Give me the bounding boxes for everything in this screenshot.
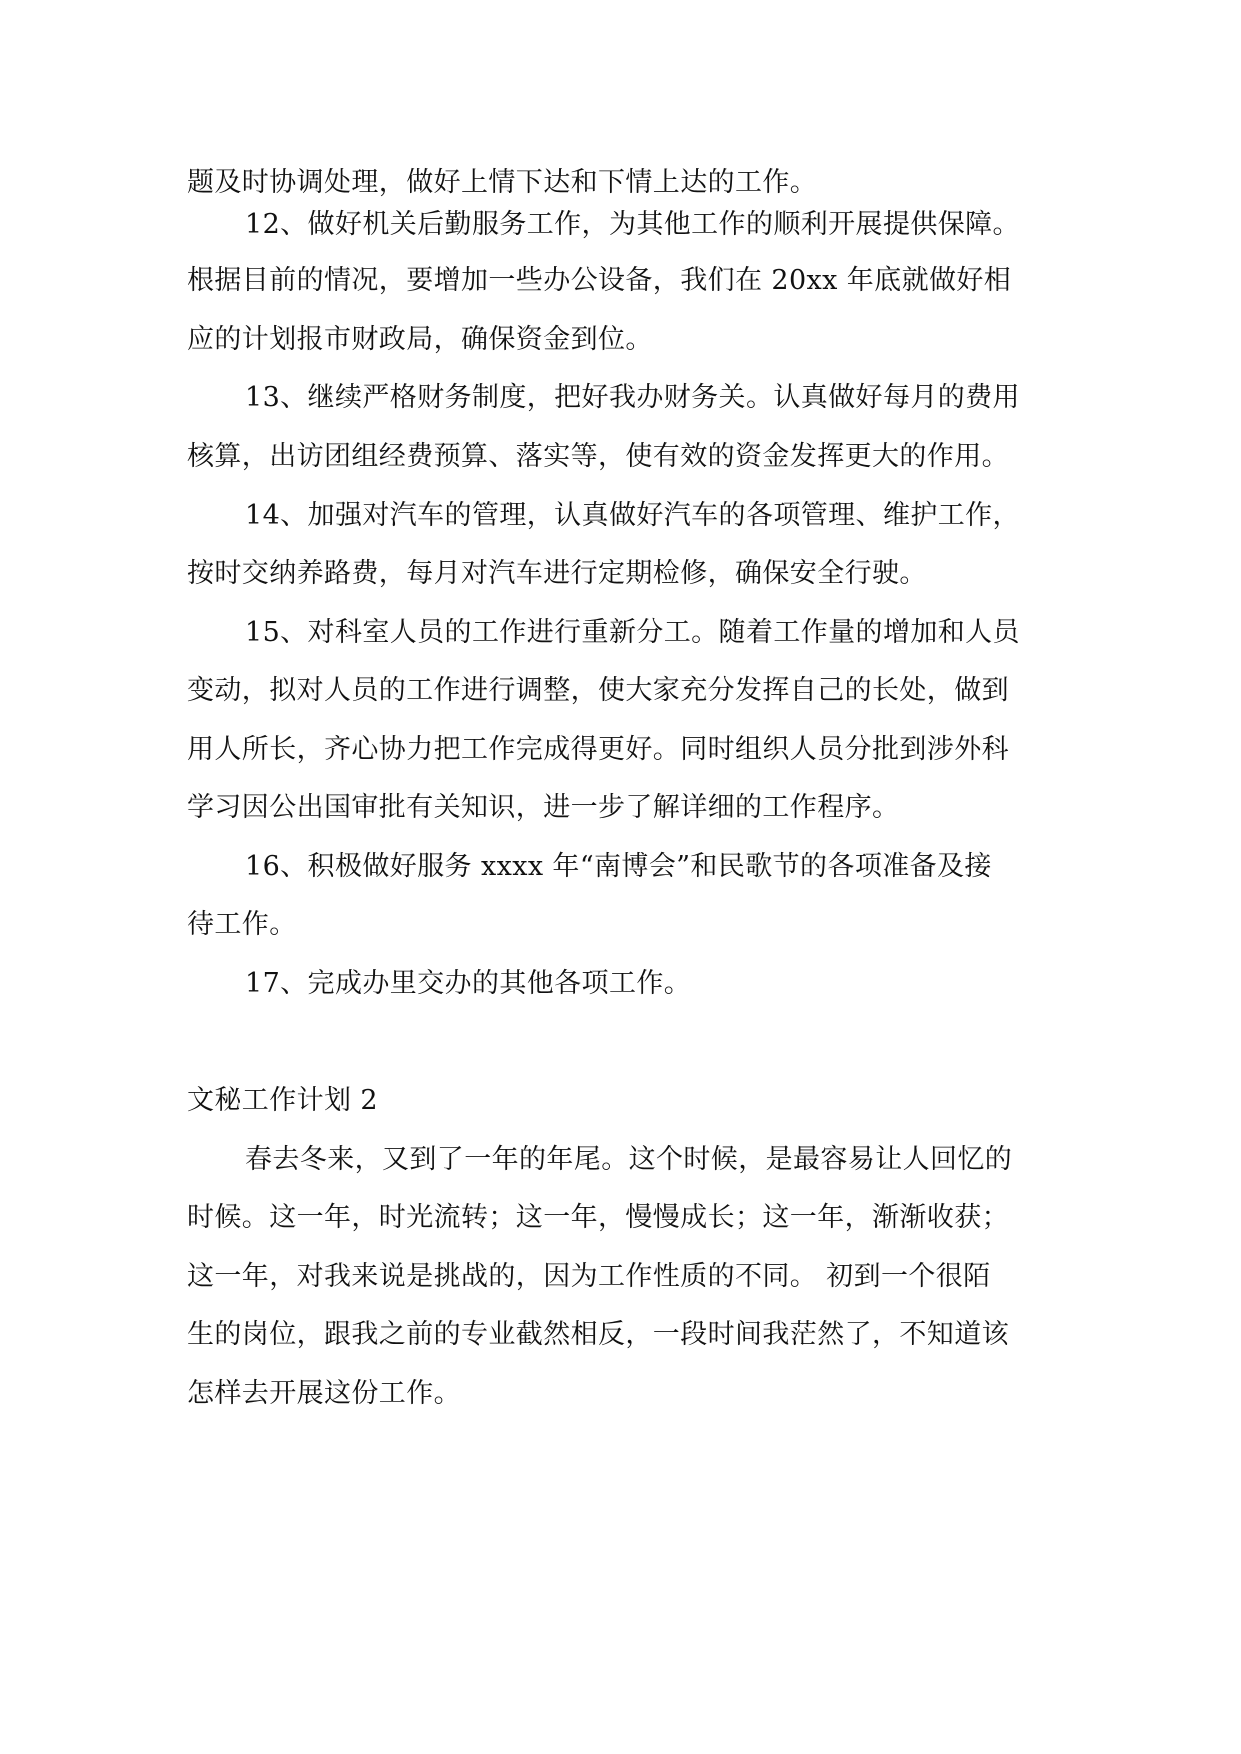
text-line: 核算，出访团组经费预算、落实等，使有效的资金发挥更大的作用。 [187, 441, 1009, 472]
text-line: 怎样去开展这份工作。 [187, 1378, 461, 1409]
text-line: 待工作。 [187, 909, 297, 940]
list-item-13: 13、继续严格财务制度，把好我办财务关。认真做好每月的费用 [245, 382, 1020, 413]
section-heading: 文秘工作计划 2 [187, 1085, 378, 1116]
list-item-12: 12、做好机关后勤服务工作，为其他工作的顺利开展提供保障。 [245, 209, 1020, 240]
text-line: 学习因公出国审批有关知识，进一步了解详细的工作程序。 [187, 792, 900, 823]
list-item-16: 16、积极做好服务 xxxx 年“南博会”和民歌节的各项准备及接 [245, 851, 992, 882]
text-line: 题及时协调处理，做好上情下达和下情上达的工作。 [187, 167, 818, 198]
text-line: 用人所长，齐心协力把工作完成得更好。同时组织人员分批到涉外科 [187, 734, 1009, 765]
text-line: 时候。这一年，时光流转；这一年，慢慢成长；这一年，渐渐收获； [187, 1202, 1009, 1233]
text-line: 变动，拟对人员的工作进行调整，使大家充分发挥自己的长处，做到 [187, 675, 1009, 706]
text-line: 生的岗位，跟我之前的专业截然相反，一段时间我茫然了，不知道该 [187, 1319, 1009, 1350]
paragraph-start: 春去冬来，又到了一年的年尾。这个时候，是最容易让人回忆的 [245, 1144, 1013, 1175]
list-item-15: 15、对科室人员的工作进行重新分工。随着工作量的增加和人员 [245, 617, 1020, 648]
text-line: 根据目前的情况，要增加一些办公设备，我们在 20xx 年底就做好相 [187, 265, 1012, 296]
list-item-14: 14、加强对汽车的管理，认真做好汽车的各项管理、维护工作， [245, 500, 1020, 531]
text-line: 按时交纳养路费，每月对汽车进行定期检修，确保安全行驶。 [187, 558, 927, 589]
list-item-17: 17、完成办里交办的其他各项工作。 [245, 968, 692, 999]
text-line: 这一年，对我来说是挑战的，因为工作性质的不同。 初到一个很陌 [187, 1261, 991, 1292]
text-line: 应的计划报市财政局，确保资金到位。 [187, 324, 653, 355]
